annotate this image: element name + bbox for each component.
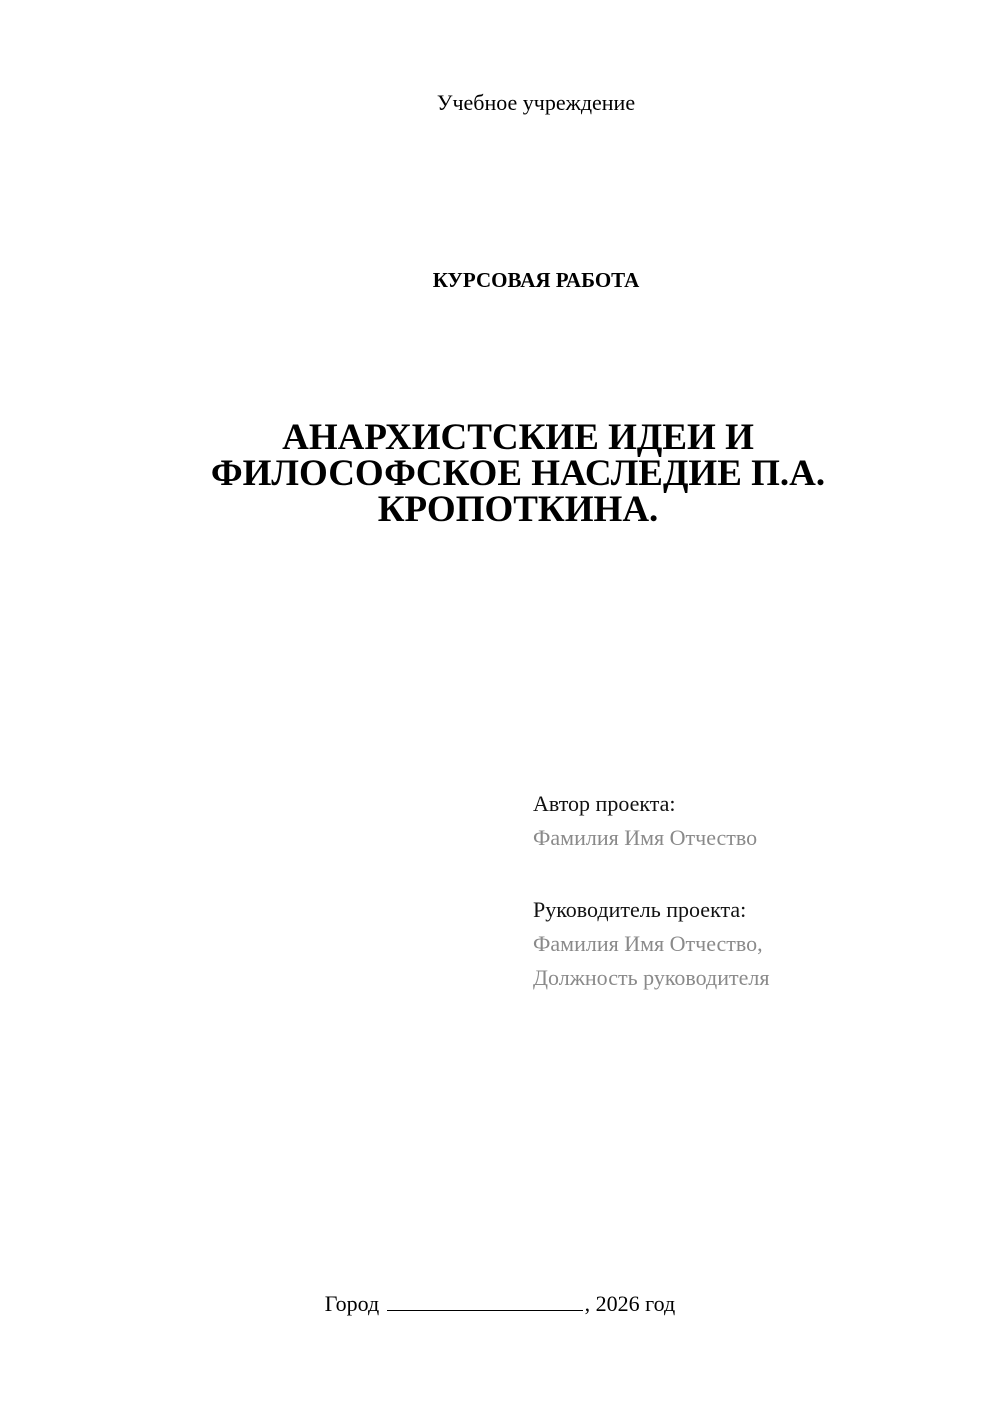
city-label: Город xyxy=(324,1291,380,1316)
year-text: , 2026 год xyxy=(584,1291,676,1316)
title-line-1: АНАРХИСТСКИЕ ИДЕИ И xyxy=(282,417,754,458)
title-line-2: ФИЛОСОФСКОЕ НАСЛЕДИЕ П.А. xyxy=(210,453,826,494)
supervisor-name: Фамилия Имя Отчество, xyxy=(533,931,763,956)
document-title xyxy=(0,417,1000,530)
footer-city-year xyxy=(0,1290,1000,1317)
supervisor-position: Должность руководителя xyxy=(533,965,770,990)
author-block xyxy=(533,787,757,855)
institution-name: Учебное учреждение xyxy=(436,90,636,115)
work-type-heading: КУРСОВАЯ РАБОТА xyxy=(432,268,640,292)
supervisor-label: Руководитель проекта: xyxy=(533,897,747,922)
supervisor-block xyxy=(533,893,769,995)
author-name: Фамилия Имя Отчество xyxy=(533,825,758,850)
author-label: Автор проекта: xyxy=(533,791,676,816)
city-blank-line xyxy=(387,1290,583,1311)
title-line-3: КРОПОТКИНА. xyxy=(377,489,659,530)
